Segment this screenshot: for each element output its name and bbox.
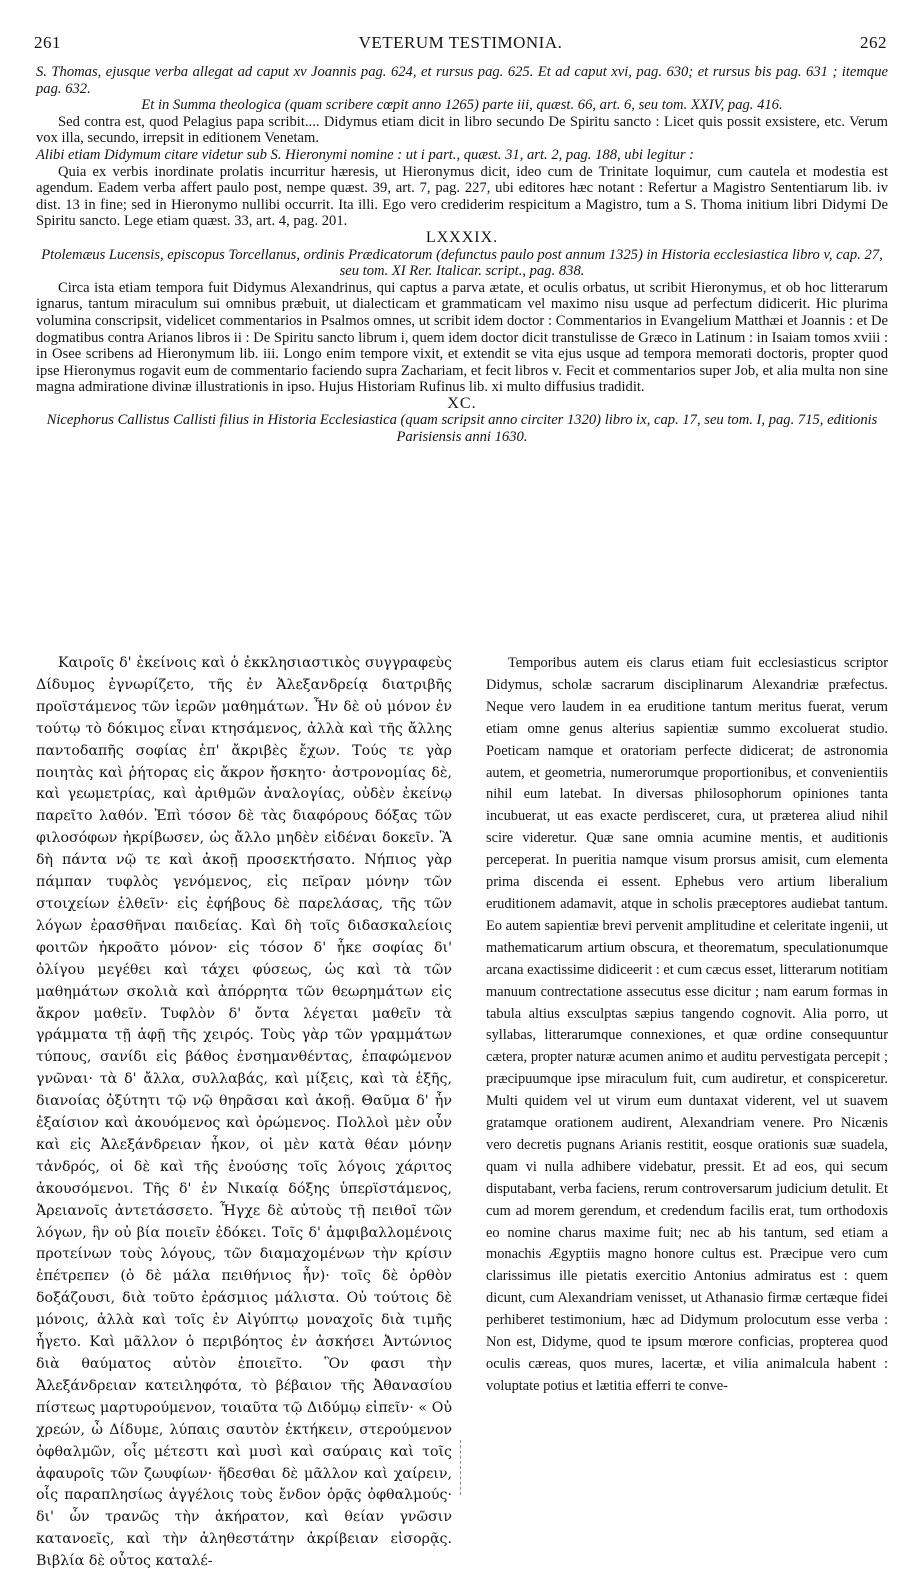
page-number-right: 262 [860,33,887,52]
section-heading-ptolemaeus: Ptolemæus Lucensis, episcopus Torcellanus, ordinis Prædicatorum (defunctus paulo post annum 1325) in Historia ecclesiastica libro v, cap. 27, seu tom. XI Rer. Italicar. script., pag. 838. [41,246,883,280]
page-number-left: 261 [34,33,61,52]
running-head [0,0,921,52]
latin-text: Temporibus autem eis clarus etiam fuit ecclesiasticus scriptor Didymus, scholæ sacrarum disciplinarum Alexandriæ præfectus. Neque vero laudem in ea eruditione tantum meritus fuerat, verum etiam omne genus alterius sapientiæ summo excoluerat studio. Poeticam namque et oratoriam perfecte didicerat; de astronomia autem, et geometria, numerorumque proportionibus, et convenientiis nihil eum latebat. In diversas philosophorum opiniones tanta incubuerat, ut eas exacte perdisceret, cura, ut præterea aliud nihil scire videretur. Quæ sane omnia acumine mentis, et auditionis perceperat. In pueritia namque visum prorsus amisit, cum elementa prima discenda ei essent. Ephebus vero artium liberalium eruditionem adamavit, atque in scholis præceptores audiebat tantum. Eo autem sapientiæ brevi pervenit amplitudine et celeritate ingenii, ut mathematicarum artium obscura, et theorematum, speculationumque arcana exactissime didiceerit : et cum cæcus esset, litterarum notitiam manuum contrectatione assecutus esse dicitur ; nam earum formas in tabula altius exsculptas sæpius tangendo cognovit. Alia porro, ut syllabas, litterarumque connexiones, et quæ ordine consequuntur cætera, propter naturæ acumen animo et auditu pervestigata percepit ; præcipuumque ipse miraculum fuit, cum audiretur, et conspiceretur. Multi quidem vel ut virum eum duntaxat viderent, vel ut suavem gratamque orationem audirent, Alexandriam venere. Pro Nicænis vero decretis pugnans Arianis restitit, eosque orationis suæ suadela, quam vi nulla adhibere videbatur, pressit. Et ad eos, qui secum disputabant, verba faciens, rerum controversarum judicium detulit. Et cum ad morem gerendum, et credendum facilis erat, tum orthodoxis eo nomine charus maxime fuit; nec ab his tantum, sed etiam a monachis Ægyptiis magno honore cultus est. Præcipue vero cum clarissimus ille pietatis exercitio Antonius admiratus est : quem dicunt, cum Alexandriam venisset, ut Athanasio firmæ certæque fidei perhiberet testimonium, hæc ad Didymum prolocutum esse verba : Non est, Didyme, quod te ipsum mœrore conficias, propterea quod oculis cæreas, quos mures, lacertæ, et vilia animalcula habent : voluptate potius et lætitia efferri te conve- [486,655,888,1394]
upper-text-block [36,64,888,446]
summa-ref-text: Et in Summa theologica (quam scribere cœpit anno 1265) parte iii, quæst. 66, art. 6, seu tom. XXIV, pag. 416. [141,97,783,114]
section-heading-nicephorus: Nicephorus Callistus Callisti filius in Historia Ecclesiastica (quam scripsit anno circiter 1320) libro ix, cap. 17, seu tom. I, pag. 715, editionis Parisiensis anni 1630. [46,412,878,446]
two-column-text [36,653,888,1570]
section-body-ptolemaeus: Circa ista etiam tempora fuit Didymus Alexandrinus, qui captus a parva ætate, et oculis orbatus, ut scribit Hieronymus, et ob hoc litterarum ignarus, tantum miraculum sui omnibus præbuit, ut dialecticam et grammaticam vel maximo nisu usque ad perfectum didicerit. Hic plurima volumina conscripsit, videlicet commentarios in Psalmos omnes, ut scribit idem doctor : Commentarios in Evangelium Matthæi et Joannis : et De dogmatibus contra Arianos libros ii : De Spiritu sancto librum i, quem idem doctor dicit transtulisse de Græco in Latinum : in Isaiam tomos xviii : in Osee scribens ad Hieronymum lib. iii. Longo enim tempore vixit, et extendit se vita ejus usque ad tempora memorati doctoris, propter quod ipse Hieronymus rogavit eum de commentario faciendo supra Zachariam, et fecit libros v. Fecit et commentarios super Job, et alia multa non sine magna admiratione divinæ illustrationis in ipso. Hujus Historiam Rufinus lib. xi multo diffusius tradidit. [36,279,888,396]
latin-column [486,653,888,1398]
column-divider [460,1440,462,1495]
paragraph-alibi: Alibi etiam Didymum citare videtur sub S. Hieronymi nomine : ut i part., quæst. 31, art. 2, pag. 188, ubi legitur : [36,146,695,163]
paragraph-quotation: Quia ex verbis inordinate prolatis incurritur hæresis, ut Hieronymus dicit, ideo cum de Trinitate loquimur, cum cautela et modestia est agendum. Eadem verba affert paulo post, nempe quæst. 39, art. 7, pag. 227, ubi editores hæc notant : Refertur a Magistro Sententiarum lib. iv dist. 13 in fine; sed in Hieronymo nullibi occurrit. Ita illi. Ego vero crediderim respicitum a Magistro, tum a S. Thoma initium libri Didymi De Spiritu sancto. Lege etiam quæst. 33, art. 4, pag. 201. [36,163,888,230]
section-number-xc: XC. [447,394,477,412]
greek-text: Καιροῖς δ' ἐκείνοις καὶ ὁ ἐκκλησιαστικὸς συγγραφεὺς Δίδυμος ἐγνωρίζετο, τῆς ἐν Ἀλεξανδρείᾳ διατριβῆς προϊστάμενος τῶν ἱερῶν μαθημάτων. Ἦν δὲ οὐ μόνον ἐν τούτῳ τὸ δόκιμος εἶναι κτησάμενος, ἀλλὰ καὶ τῆς ἄλλης παντοδαπῆς σοφίας ἐπ' ἄκριβὲς ἔχων. Τούς τε γὰρ ποιητὰς καὶ ῥήτορας εἰς ἄκρον ἤσκητο· ἀστρονομίας δὲ, καὶ γεωμετρίας, καὶ ἀριθμῶν ἀναλογίας, οὐδὲν ἐκείνῳ παρεῖτο λαθόν. Ἐπὶ τόσον δὲ τὰς διαφόρους δόξας τῶν φιλοσόφων ἠκρίβωσεν, ὡς ἄλλο μηδὲν εἰδέναι δοκεῖν. Ἃ δὴ πάντα νῷ τε καὶ ἀκοῇ προσεκτήσατο. Νήπιος γὰρ πάμπαν τυφλὸς γενόμενος, εἰς πεῖραν μόνην τῶν στοιχείων ἐλθεῖν· εἰς ἐφήβους δὲ παρελάσας, τῆς τῶν λόγων ἐρασθῆναι παιδείας. Καὶ δὴ τοῖς διδασκαλείοις φοιτῶν ἠκροᾶτο μόνον· εἰς τόσον δ' ἧκε σοφίας δι' ὀλίγου μεγέθει καὶ τάχει φύσεως, ὡς καὶ τὰ τῶν μαθημάτων σκολιὰ καὶ ἀπόρρητα τῶν θεωρημάτων εἰς ἄκρον μαθεῖν. Τυφλὸν δ' ὄντα λέγεται μαθεῖν τὰ γράμματα τῇ ἁφῇ τῆς χειρός. Τοὺς γὰρ τῶν γραμμάτων τύπους, σανίδι εἰς βάθος ἐνσημανθέντας, ἐπαφώμενον γνῶναι· τὰ δ' ἄλλα, συλλαβάς, καὶ μίξεις, καὶ τὰ ἑξῆς, διανοίας ὀξύτητι τῷ νῷ θηρᾶσαι καὶ ἀκοῇ. Θαῦμα δ' ἦν ἐξαίσιον καὶ ἀκουόμενος καὶ ὁρώμενος. Πολλοὶ μὲν οὖν καὶ εἰς Ἀλεξάνδρειαν ἧκον, οἱ μὲν κατὰ θέαν μόνην τἀνδρός, οἱ δὲ καὶ τῆς ἐνούσης τοῖς λόγοις χάριτος ἀκουσόμενοι. Τῆς δ' ἐν Νικαίᾳ δόξης ὑπερϊστάμενος, Ἀρειανοῖς ἀντετάσσετο. Ἦγχε δὲ αὐτοὺς τῇ πειθοῖ τῶν λόγων, ἣν οὐ βία ποιεῖν ἐδόκει. Τοῖς δ' ἀμφιβαλλομένοις προτείνων τοὺς λόγους, τῶν διαμαχομένων τὴν κρίσιν ἐπέτρεπεν (ὁ δὲ μάλα πειθήνιος ἦν)· τοῖς δὲ ὀρθὸν δοξάζουσι, διὰ τοῦτο ἐράσμιος μάλιστα. Οὐ τούτοις δὲ μόνοις, ἀλλὰ καὶ τοῖς ἐν Αἰγύπτῳ μοναχοῖς διὰ τιμῆς ἦγετο. Καὶ μᾶλλον ὁ περιβόητος ἐν ἀσκήσει Ἀντώνιος διὰ θαύματος αὐτὸν ἐποιεῖτο. Ὃν φασι τὴν Ἀλεξάνδρειαν κατειληφότα, τὸ βέβαιον τῆς Ἀθανασίου πίστεως μαρτυρούμενον, τοιαῦτα τῷ Διδύμῳ εἰπεῖν· « Οὐ χρεών, ὦ Δίδυμε, λύπαις σαυτὸν ἐκτήκειν, στερούμενον ὀφθαλμῶν, οἷς μέτεστι καὶ μυσὶ καὶ σαύραις καὶ τοῖς ἀφαυροῖς τῶν ζωυφίων· ἥδεσθαι δὲ μᾶλλον καὶ χαίρειν, οἷς παραπλησίως ἀγγέλοις τοὺς ἔνδον ὁρᾷς ὀφθαλμούς· δι' ὧν τρανῶς τὴν ἀκήρατον, καὶ θείαν γνῶσιν κατανοεῖς, καὶ τὴν ἀληθεστάτην ἀκρίβειαν εἰσορᾷς. Βιβλία δὲ οὗτος καταλέ- [36,655,452,1570]
paragraph-summa-ref [36,97,888,114]
section-number-lxxxix: LXXXIX. [425,228,499,246]
greek-column [36,653,452,1573]
paragraph-pelagius: Sed contra est, quod Pelagius papa scribit.... Didymus etiam dicit in libro secundo De Spiritu sancto : Licet quis possit exsistere, etc. Verum vox illa, secundo, irrepsit in editionem Venetam. [36,113,888,147]
running-title: VETERUM TESTIMONIA. [358,33,563,52]
paragraph-thomas-refs: S. Thomas, ejusque verba allegat ad caput xv Joannis pag. 624, et rursus pag. 625. Et ad caput xvi, pag. 630; et rursus bis pag. 631 ; itemque pag. 632. [36,64,888,97]
